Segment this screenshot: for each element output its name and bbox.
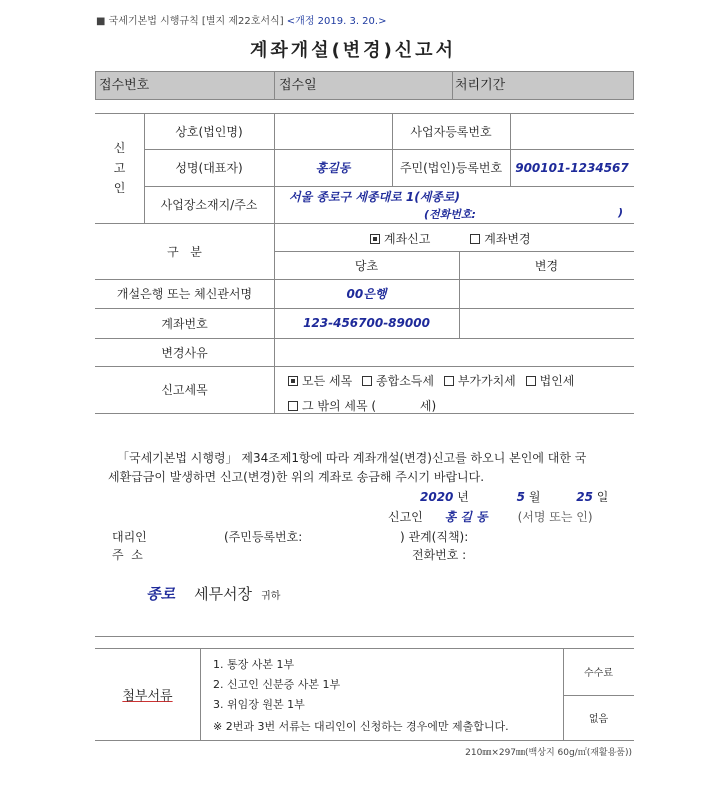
receipt-date-label: 접수일	[279, 78, 317, 93]
option-open-account[interactable]	[370, 232, 430, 246]
agent-phone-label: 전화번호 :	[412, 548, 467, 562]
tax-all[interactable]	[288, 374, 352, 388]
tax-other-suffix: 세)	[419, 399, 437, 413]
tax-items-label: 신고세목	[161, 383, 208, 397]
checkbox-empty-icon[interactable]	[526, 376, 536, 386]
receipt-bar	[95, 71, 634, 100]
option-change-label: 계좌변경	[484, 232, 531, 246]
reporter-char-1: 신	[113, 141, 126, 155]
checkbox-checked-icon[interactable]	[370, 234, 380, 244]
fee-value: 없음	[588, 714, 609, 725]
paper-spec: 210㎜×297㎜(백상지 60g/㎡(재활용품))	[465, 748, 632, 758]
address-label: 사업장소재지/주소	[160, 198, 258, 212]
tax-items-row1	[288, 372, 574, 389]
checkbox-checked-icon[interactable]	[288, 376, 298, 386]
tax-income-label: 종합소득세	[376, 374, 434, 388]
bank-field[interactable]: 00은행	[346, 287, 387, 301]
tax-vat-label: 부가가치세	[457, 374, 516, 388]
option-open-label: 계좌신고	[384, 232, 431, 246]
sign-note: (서명 또는 인)	[517, 510, 593, 524]
attachment-item-1: 1. 통장 사본 1부	[213, 658, 295, 671]
checkbox-empty-icon[interactable]	[444, 376, 454, 386]
tax-all-label: 모든 세목	[302, 374, 353, 388]
tax-corp-label: 법인세	[539, 374, 575, 388]
agent-idno-label: (주민등록번호:	[224, 530, 303, 544]
processing-period-label: 처리기간	[455, 78, 506, 93]
office-name[interactable]: 종로	[146, 585, 175, 603]
year-unit: 년	[457, 490, 469, 504]
company-label: 상호(법인명)	[175, 124, 243, 139]
attachment-item-3: 3. 위임장 원본 1부	[213, 698, 305, 711]
signer-row	[388, 508, 593, 525]
date-row	[420, 488, 608, 505]
idno-field[interactable]: 900101-1234567	[515, 160, 629, 175]
bizno-field[interactable]	[510, 113, 634, 149]
date-day[interactable]: 25	[576, 490, 593, 504]
tax-vat[interactable]	[444, 374, 516, 388]
idno-label: 주민(법인)등록번호	[399, 161, 503, 175]
office-title: 세무서장	[194, 585, 253, 603]
office-suffix: 귀하	[261, 591, 281, 602]
form-ref-text: ■ 국세기본법 시행규칙 [별지 제22호서식]	[96, 16, 284, 27]
category-options	[370, 230, 531, 247]
bank-changed-field[interactable]	[459, 279, 634, 308]
statement-line-1: 「국세기본법 시행령」 제34조제1항에 따라 계좌개설(변경)신고를 하오니 본인에 대한 국	[117, 451, 587, 465]
tax-items-row2	[288, 397, 436, 414]
reporter-char-2: 고	[113, 161, 126, 175]
date-year[interactable]: 2020	[420, 490, 454, 504]
receipt-number-label: 접수번호	[99, 78, 150, 93]
column-original: 당초	[354, 258, 379, 273]
form-reference	[96, 12, 386, 27]
reason-field[interactable]	[274, 338, 634, 366]
tax-corp[interactable]	[526, 374, 575, 388]
company-field[interactable]	[274, 113, 392, 149]
category-label: 구 분	[167, 244, 202, 259]
bizno-label: 사업자등록번호	[410, 124, 492, 139]
phone-label: (전화번호:	[424, 208, 476, 221]
statement-line-2: 세환급금이 발생하면 신고(변경)한 위의 계좌로 송금해 주시기 바랍니다.	[108, 470, 485, 484]
address-field[interactable]: 서울 종로구 세종대로 1(세종로)	[289, 190, 460, 204]
tax-other-label: 그 밖의 세목 (	[302, 399, 377, 413]
date-month[interactable]: 5	[516, 490, 526, 504]
reporter-section-label	[95, 113, 144, 223]
column-changed: 변경	[534, 258, 559, 273]
checkbox-empty-icon[interactable]	[288, 401, 298, 411]
option-change-account[interactable]	[470, 232, 530, 246]
agent-address-label: 주 소	[112, 548, 143, 562]
reason-label: 변경사유	[161, 345, 208, 360]
fee-label: 수수료	[584, 668, 613, 679]
account-label: 계좌번호	[161, 316, 208, 331]
checkbox-empty-icon[interactable]	[470, 234, 480, 244]
attachment-note: ※ 2번과 3번 서류는 대리인이 신청하는 경우에만 제출합니다.	[213, 720, 509, 733]
tax-income[interactable]	[362, 374, 434, 388]
account-field[interactable]: 123-456700-89000	[303, 316, 430, 330]
signer-label: 신고인	[388, 510, 423, 524]
reporter-char-3: 인	[113, 181, 126, 195]
month-unit: 월	[528, 490, 541, 504]
agent-relation-label: ) 관계(직책):	[400, 530, 469, 544]
tax-other[interactable]	[288, 399, 376, 413]
signer-name[interactable]: 홍 길 동	[444, 510, 488, 524]
name-field[interactable]: 홍길동	[315, 161, 351, 175]
revision-text: <개정 2019. 3. 20.>	[286, 16, 387, 27]
day-unit: 일	[596, 490, 609, 504]
agent-label: 대리인	[112, 530, 147, 544]
checkbox-empty-icon[interactable]	[362, 376, 372, 386]
tax-office-line	[146, 583, 280, 604]
account-changed-field[interactable]	[459, 308, 634, 338]
attachments-label: 첨부서류	[122, 688, 173, 704]
bank-label: 개설은행 또는 체신관서명	[116, 287, 253, 301]
name-label: 성명(대표자)	[175, 161, 243, 175]
page-title: 계좌개설(변경)신고서	[250, 40, 456, 61]
phone-close: )	[618, 206, 624, 219]
attachment-item-2: 2. 신고인 신분증 사본 1부	[213, 678, 341, 691]
